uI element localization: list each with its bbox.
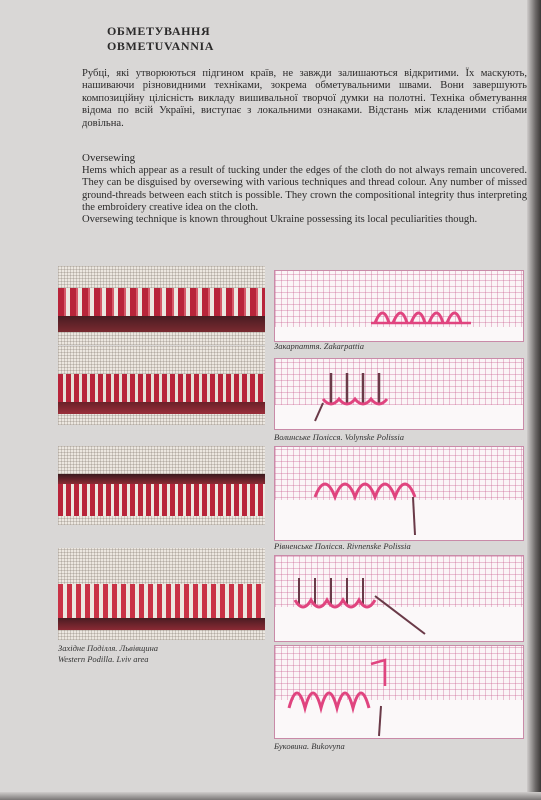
heading-oversewing: Oversewing xyxy=(82,152,136,164)
page-edge xyxy=(527,0,541,800)
photo-volynske xyxy=(58,346,265,425)
caption-rivnenske: Рівненське Полісся. Rivnenske Polissia xyxy=(274,541,411,551)
paragraph-english: Hems which appear as a result of tucking under the edges of the cloth do not always remain uncovered. They can be disguised by oversewing with various techniques and thread colour. Any number of missed ground-threads between each stitch is possible. They crown the compositional integrity thus interpreting the embroidery creative idea on the cloth. xyxy=(82,165,527,214)
caption-podillia-en: Western Podilla. Lviv area xyxy=(58,654,149,664)
paragraph-ukrainian: Рубці, які утворюються підгином країв, не завжди залишаються відкритими. Їх маскують, нашиваючи різновидними техніками, зокрема обметувальними швами. Вони завершують композиційну цілісність викладу вишивальної творчої думки на полотні. Техніка обметування відома по всій Україні, виступає з локальними ознаками. Відстань між кладеними стібами довільна. xyxy=(82,68,527,129)
stitch-loops xyxy=(275,359,523,429)
diagram-volynske xyxy=(274,358,524,430)
paragraph-english-2: Oversewing technique is known throughout Ukraine possessing its local peculiarities though. xyxy=(82,214,478,225)
diagram-rivnenske xyxy=(274,446,524,541)
diagram-bukovyna xyxy=(274,645,524,739)
diagram-podillia xyxy=(274,555,524,642)
photo-podillia xyxy=(58,548,265,640)
stitch-loops xyxy=(275,556,523,641)
caption-volynske: Волинське Полісся. Volynske Polissia xyxy=(274,432,404,442)
diagram-zakarpattia xyxy=(274,270,524,342)
stitch-loops xyxy=(275,271,523,341)
photo-rivnenske xyxy=(58,446,265,525)
title-transliterated: OBMETUVANNIA xyxy=(107,39,214,53)
page-edge-bottom xyxy=(0,792,541,800)
caption-zakarpattia: Закарпаття. Zakarpattia xyxy=(274,341,364,351)
caption-bukovyna: Буковина. Bukovyna xyxy=(274,741,345,751)
page-title xyxy=(107,24,214,54)
caption-podillia-uk: Західне Поділля. Львівщина xyxy=(58,643,159,653)
photo-zakarpattia xyxy=(58,266,265,345)
stitch-loops xyxy=(275,447,523,540)
title-ukrainian: ОБМЕТУВАННЯ xyxy=(107,24,211,38)
stitch-loops xyxy=(275,646,523,738)
